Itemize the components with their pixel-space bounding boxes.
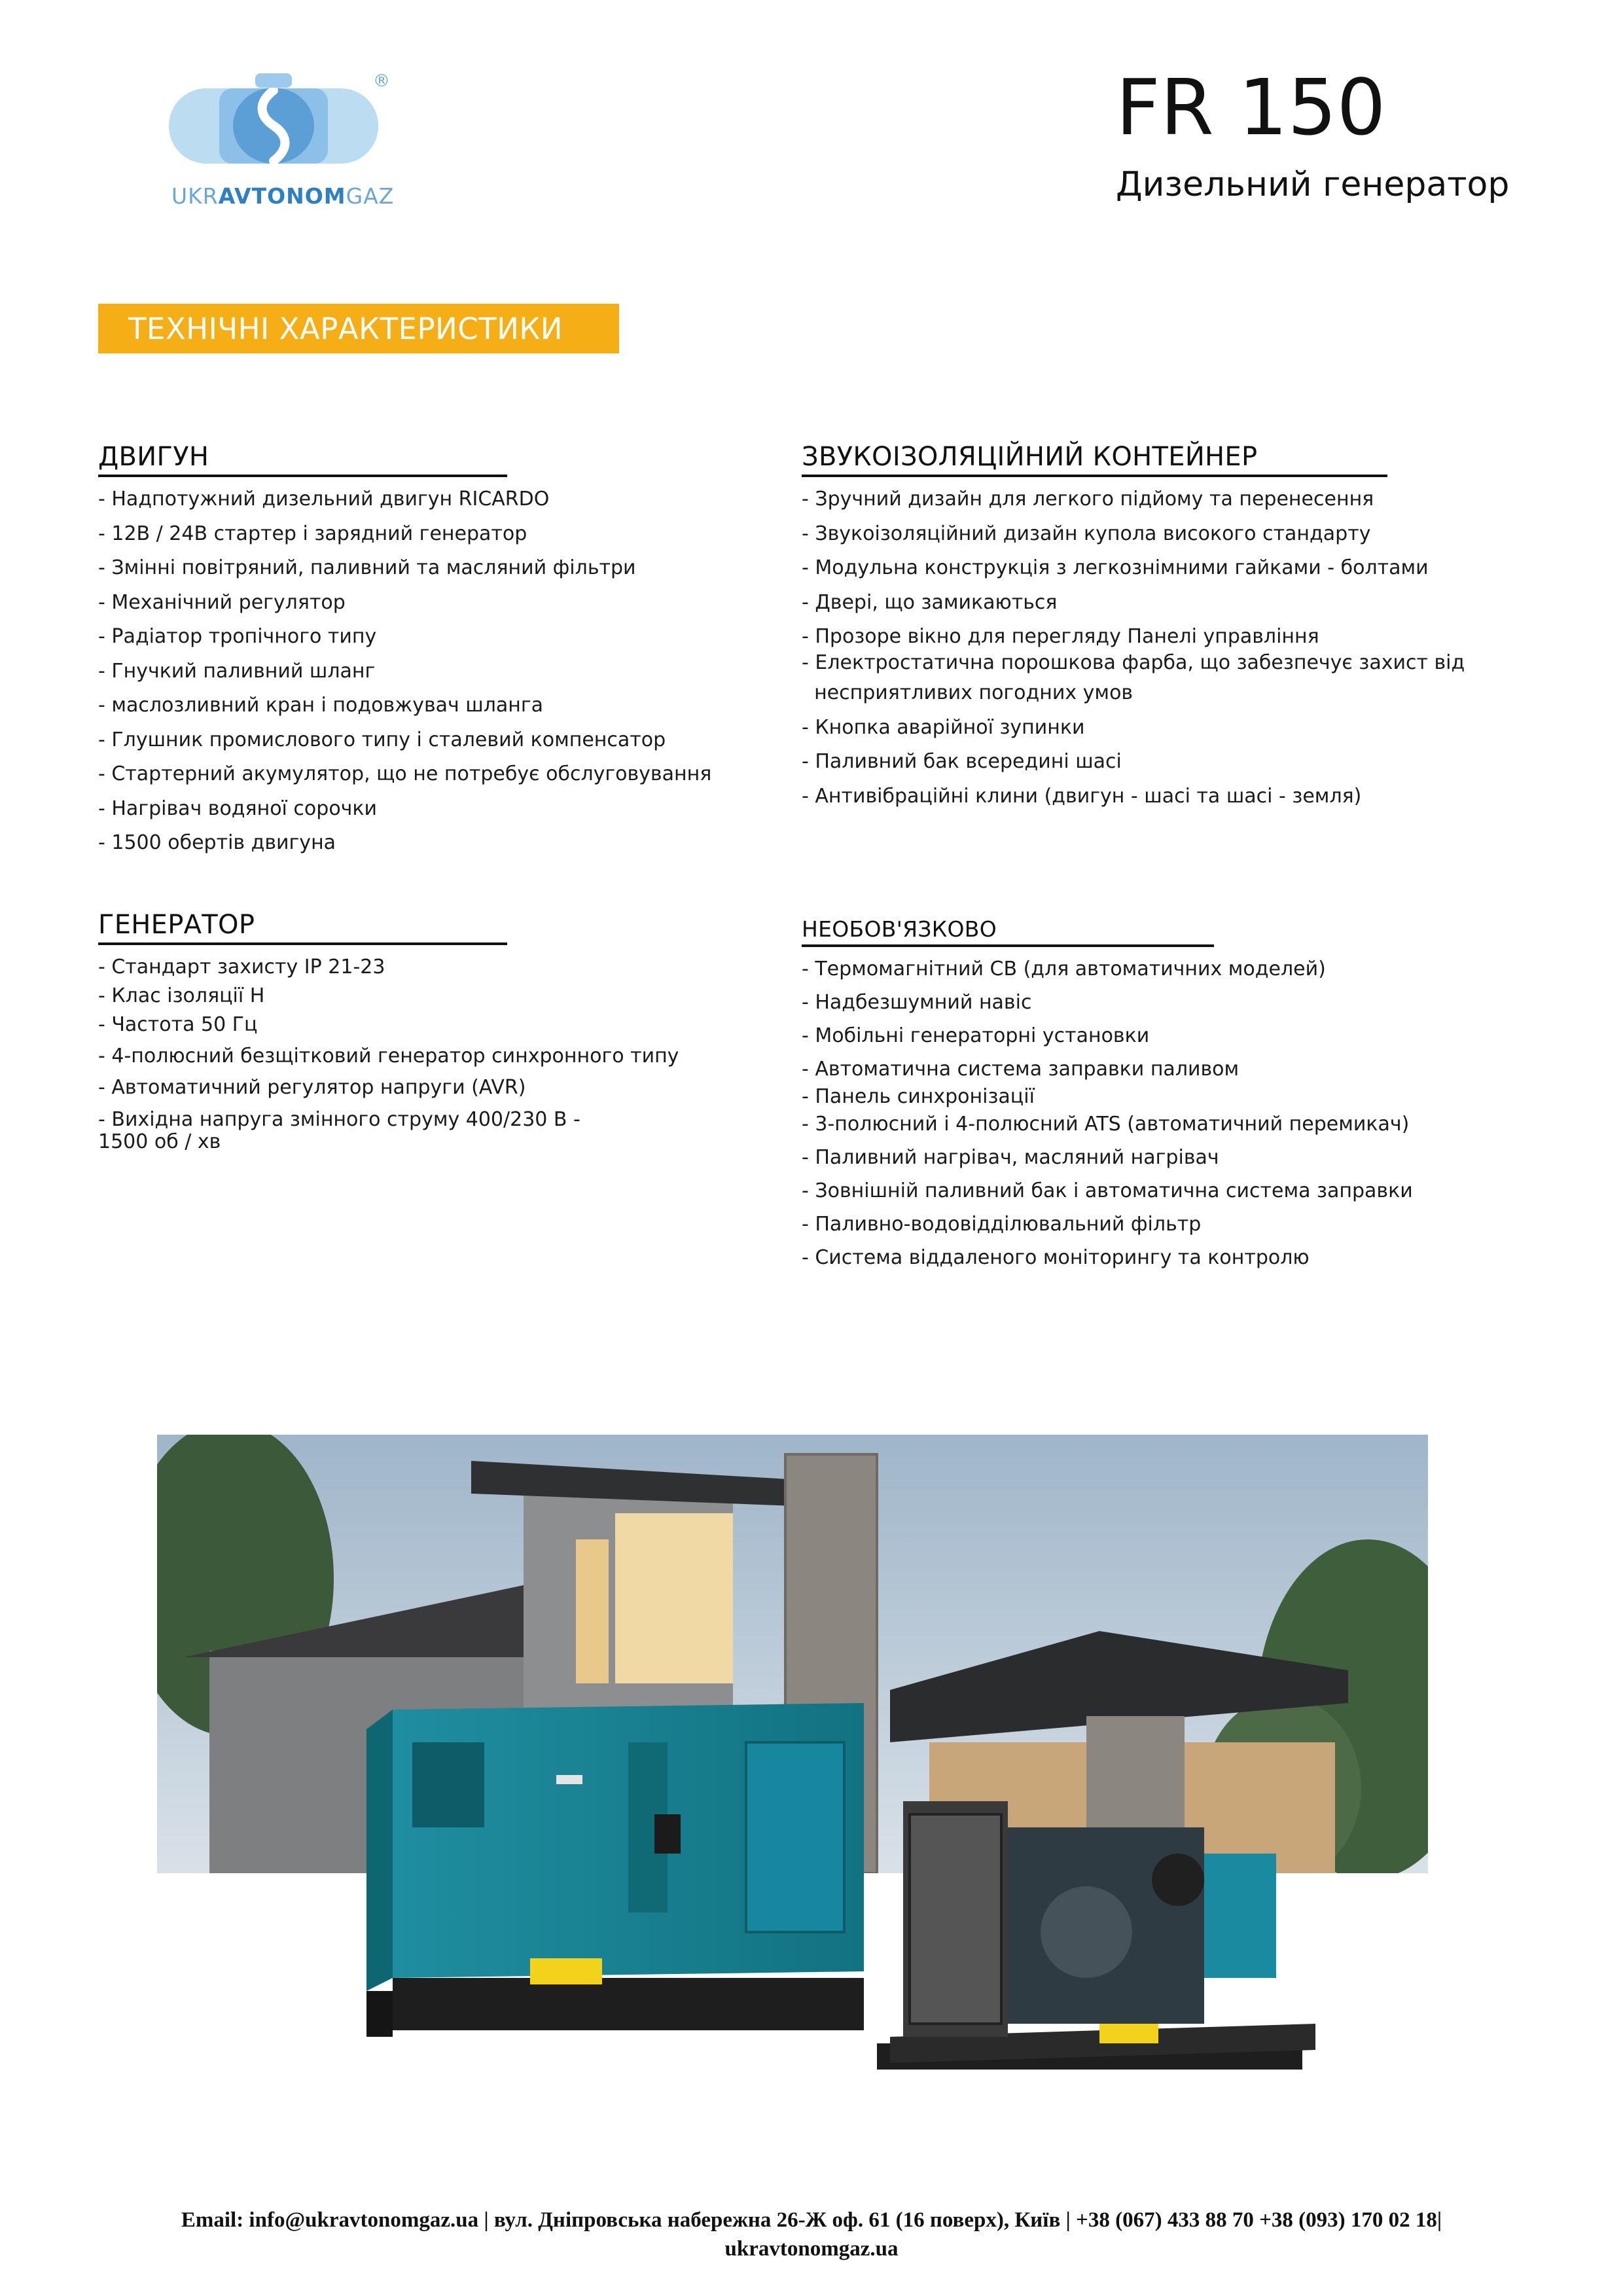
list-item: - Антивібраційні клини (двигун - шасі та шасі - земля): [802, 784, 1362, 808]
list-item: - 3-полюсний і 4-полюсний ATS (автоматичний перемикач): [802, 1113, 1410, 1136]
list-item: - Нагрівач водяної сорочки: [98, 797, 378, 820]
generator-section: [98, 910, 679, 1156]
list-item: - Зовнішній паливний бак і автоматична система заправки: [802, 1179, 1413, 1202]
list-item: - Стартерний акумулятор, що не потребує обслуговування: [98, 762, 712, 785]
list-item: - 12В / 24В стартер і зарядний генератор: [98, 522, 527, 545]
section-banner: [98, 304, 619, 353]
engine-section: [98, 442, 712, 865]
list-item: - Система віддаленого моніторингу та контролю: [802, 1246, 1310, 1269]
list-item: - Модульна конструкція з легкознімними гайками - болтами: [802, 556, 1429, 579]
list-item: - Вихідна напруга змінного струму 400/230 В - 1500 об / хв: [98, 1108, 580, 1153]
list-item: - Надпотужний дизельний двигун RICARDO: [98, 488, 550, 511]
list-item: - Гнучкий паливний шланг: [98, 659, 376, 683]
list-item: - Паливно-водовідділювальний фільтр: [802, 1213, 1202, 1236]
list-item: - Мобільні генераторні установки: [802, 1024, 1150, 1047]
list-item: - Паливний бак всередині шасі: [802, 750, 1122, 773]
list-item: - Зручний дизайн для легкого підйому та перенесення: [802, 488, 1374, 511]
footer: [0, 2206, 1623, 2263]
list-item: - Паливний нагрівач, масляний нагрівач: [802, 1146, 1219, 1169]
list-item: - Радіатор тропічного типу: [98, 625, 377, 648]
list-item: - Глушник промислового типу і сталевий компенсатор: [98, 728, 666, 751]
list-item: - Звукоізоляційний дизайн купола високого стандарту: [802, 522, 1371, 545]
logo-wordmark: UKRAVTONOMGAZ: [171, 183, 395, 209]
product-photo: [157, 1435, 1428, 2096]
engine-list: [98, 486, 712, 856]
list-item: несприятливих погодних умов: [802, 681, 1133, 704]
optional-section: [802, 916, 1413, 1278]
list-item: - Автоматичний регулятор напруги (AVR): [98, 1076, 526, 1099]
list-item: - 4-полюсний безщітковий генератор синхронного типу: [98, 1045, 679, 1067]
list-item: - Механічний регулятор: [98, 590, 346, 614]
list-item: - Надбезшумний навіс: [802, 991, 1032, 1014]
list-item: - Термомагнітний CB (для автоматичних моделей): [802, 958, 1326, 980]
generator-house-illustration: [157, 1435, 1428, 2096]
list-item: - Автоматична система заправки паливом: [802, 1058, 1240, 1081]
list-item: - Стандарт захисту IP 21-23: [98, 956, 385, 978]
list-item: - маслозливний кран і подовжувач шланга: [98, 694, 544, 717]
container-section: [802, 442, 1465, 817]
model-name: FR 150: [1116, 62, 1386, 152]
container-list: [802, 486, 1465, 810]
engine-title: ДВИГУН: [98, 442, 507, 477]
list-item: - Електростатична порошкова фарба, що забезпечує захист від: [802, 651, 1465, 674]
logo-mark-icon: [164, 65, 399, 183]
list-item: - Частота 50 Гц: [98, 1013, 258, 1036]
generator-list: [98, 954, 679, 1153]
optional-list: [802, 956, 1413, 1271]
list-item: - 1500 обертів двигуна: [98, 831, 336, 854]
footer-contacts: Email: info@ukravtonomgaz.ua | вул. Дніпровська набережна 26-Ж оф. 61 (16 поверх), Київ | +38 (067) 433 88 70 +38 (093) 170 02 18|: [181, 2208, 1442, 2232]
list-item: - Клас ізоляції H: [98, 984, 265, 1007]
container-title: ЗВУКОІЗОЛЯЦІЙНИЙ КОНТЕЙНЕР: [802, 442, 1387, 477]
product-subtitle: Дизельний генератор: [1116, 165, 1510, 204]
banner-label: ТЕХНІЧНІ ХАРАКТЕРИСТИКИ: [128, 312, 563, 346]
list-item: - Змінні повітряний, паливний та масляний фільтри: [98, 556, 636, 579]
footer-website[interactable]: ukravtonomgaz.ua: [724, 2237, 899, 2261]
generator-title: ГЕНЕРАТОР: [98, 910, 507, 945]
list-item: - Двері, що замикаються: [802, 590, 1058, 614]
optional-title: НЕОБОВ'ЯЗКОВО: [802, 916, 1214, 947]
svg-text:®: ®: [373, 71, 390, 91]
list-item: - Панель синхронізації: [802, 1085, 1035, 1108]
list-item: - Кнопка аварійної зупинки: [802, 715, 1085, 739]
list-item: - Прозоре вікно для перегляду Панелі управління: [802, 625, 1319, 648]
company-logo: [164, 65, 399, 216]
